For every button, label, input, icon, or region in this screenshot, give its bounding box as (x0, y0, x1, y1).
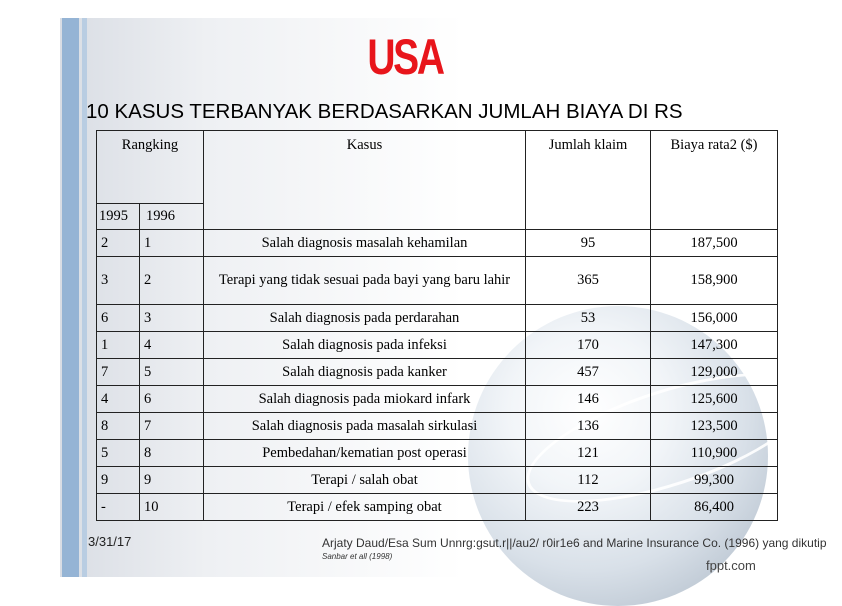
rank-1995-cell: 4 (97, 386, 140, 413)
slide-title: 10 KASUS TERBANYAK BERDASARKAN JUMLAH BIAYA DI RS (86, 100, 683, 123)
rank-1996-cell: 6 (140, 386, 204, 413)
case-cell: Pembedahan/kematian post operasi (204, 440, 526, 467)
rank-1996-cell: 1 (140, 230, 204, 257)
rank-1995-cell: 8 (97, 413, 140, 440)
claims-cell: 170 (526, 332, 651, 359)
header-case: Kasus (204, 131, 526, 230)
claims-cell: 146 (526, 386, 651, 413)
rank-1996-cell: 8 (140, 440, 204, 467)
rank-1995-cell: 2 (97, 230, 140, 257)
case-cell: Terapi / salah obat (204, 467, 526, 494)
avg-cost-cell: 147,300 (651, 332, 778, 359)
source-note: Arjaty Daud/Esa Sum Unnrg:gsut.r||/au2/ r0ir1e6 and Marine Insurance Co. (1996) yang dikutip (322, 536, 827, 550)
avg-cost-cell: 86,400 (651, 494, 778, 521)
avg-cost-cell: 156,000 (651, 305, 778, 332)
claims-cell: 53 (526, 305, 651, 332)
claims-cell: 457 (526, 359, 651, 386)
rank-1995-cell: 5 (97, 440, 140, 467)
slide-date: 3/31/17 (88, 534, 132, 549)
avg-cost-cell: 129,000 (651, 359, 778, 386)
table-row (97, 305, 778, 332)
rank-1995-cell: 9 (97, 467, 140, 494)
header-rank: Rangking (97, 131, 204, 204)
table-row (97, 467, 778, 494)
table-header-row (97, 131, 778, 204)
case-cell: Salah diagnosis pada masalah sirkulasi (204, 413, 526, 440)
table-row (97, 230, 778, 257)
avg-cost-cell: 187,500 (651, 230, 778, 257)
rank-1996-cell: 4 (140, 332, 204, 359)
claims-cell: 121 (526, 440, 651, 467)
table-row (97, 257, 778, 305)
table-row (97, 386, 778, 413)
case-cell: Salah diagnosis pada infeksi (204, 332, 526, 359)
header-claims: Jumlah klaim (526, 131, 651, 230)
slide-heading: USA (367, 29, 443, 85)
table-row (97, 494, 778, 521)
case-cell: Terapi / efek samping obat (204, 494, 526, 521)
rank-1995-cell: 7 (97, 359, 140, 386)
rank-1996-cell: 3 (140, 305, 204, 332)
avg-cost-cell: 110,900 (651, 440, 778, 467)
rank-1995-cell: 6 (97, 305, 140, 332)
claims-cell: 95 (526, 230, 651, 257)
rank-1996-cell: 9 (140, 467, 204, 494)
claims-cell: 223 (526, 494, 651, 521)
header-avg-cost: Biaya rata2 ($) (651, 131, 778, 230)
case-cell: Salah diagnosis masalah kehamilan (204, 230, 526, 257)
case-cell: Salah diagnosis pada kanker (204, 359, 526, 386)
year-1996: 1996 (140, 204, 204, 230)
rank-1995-cell: 3 (97, 257, 140, 305)
avg-cost-cell: 99,300 (651, 467, 778, 494)
claims-cell: 136 (526, 413, 651, 440)
rank-1996-cell: 7 (140, 413, 204, 440)
year-1995: 1995 (97, 204, 140, 230)
rank-1996-cell: 5 (140, 359, 204, 386)
rank-1995-cell: 1 (97, 332, 140, 359)
rank-1996-cell: 2 (140, 257, 204, 305)
avg-cost-cell: 158,900 (651, 257, 778, 305)
table-row (97, 359, 778, 386)
avg-cost-cell: 125,600 (651, 386, 778, 413)
table-row (97, 332, 778, 359)
table-row (97, 440, 778, 467)
case-cell: Salah diagnosis pada perdarahan (204, 305, 526, 332)
avg-cost-cell: 123,500 (651, 413, 778, 440)
cases-table (96, 130, 778, 521)
case-cell: Terapi yang tidak sesuai pada bayi yang baru lahir (204, 257, 526, 305)
claims-cell: 365 (526, 257, 651, 305)
claims-cell: 112 (526, 467, 651, 494)
rank-1995-cell: - (97, 494, 140, 521)
table-row (97, 413, 778, 440)
case-cell: Salah diagnosis pada miokard infark (204, 386, 526, 413)
rank-1996-cell: 10 (140, 494, 204, 521)
brand-watermark: fppt.com (706, 558, 756, 573)
source-note-line2: Sanbar et all (1998) (322, 552, 393, 561)
left-accent-stripe (62, 18, 79, 577)
